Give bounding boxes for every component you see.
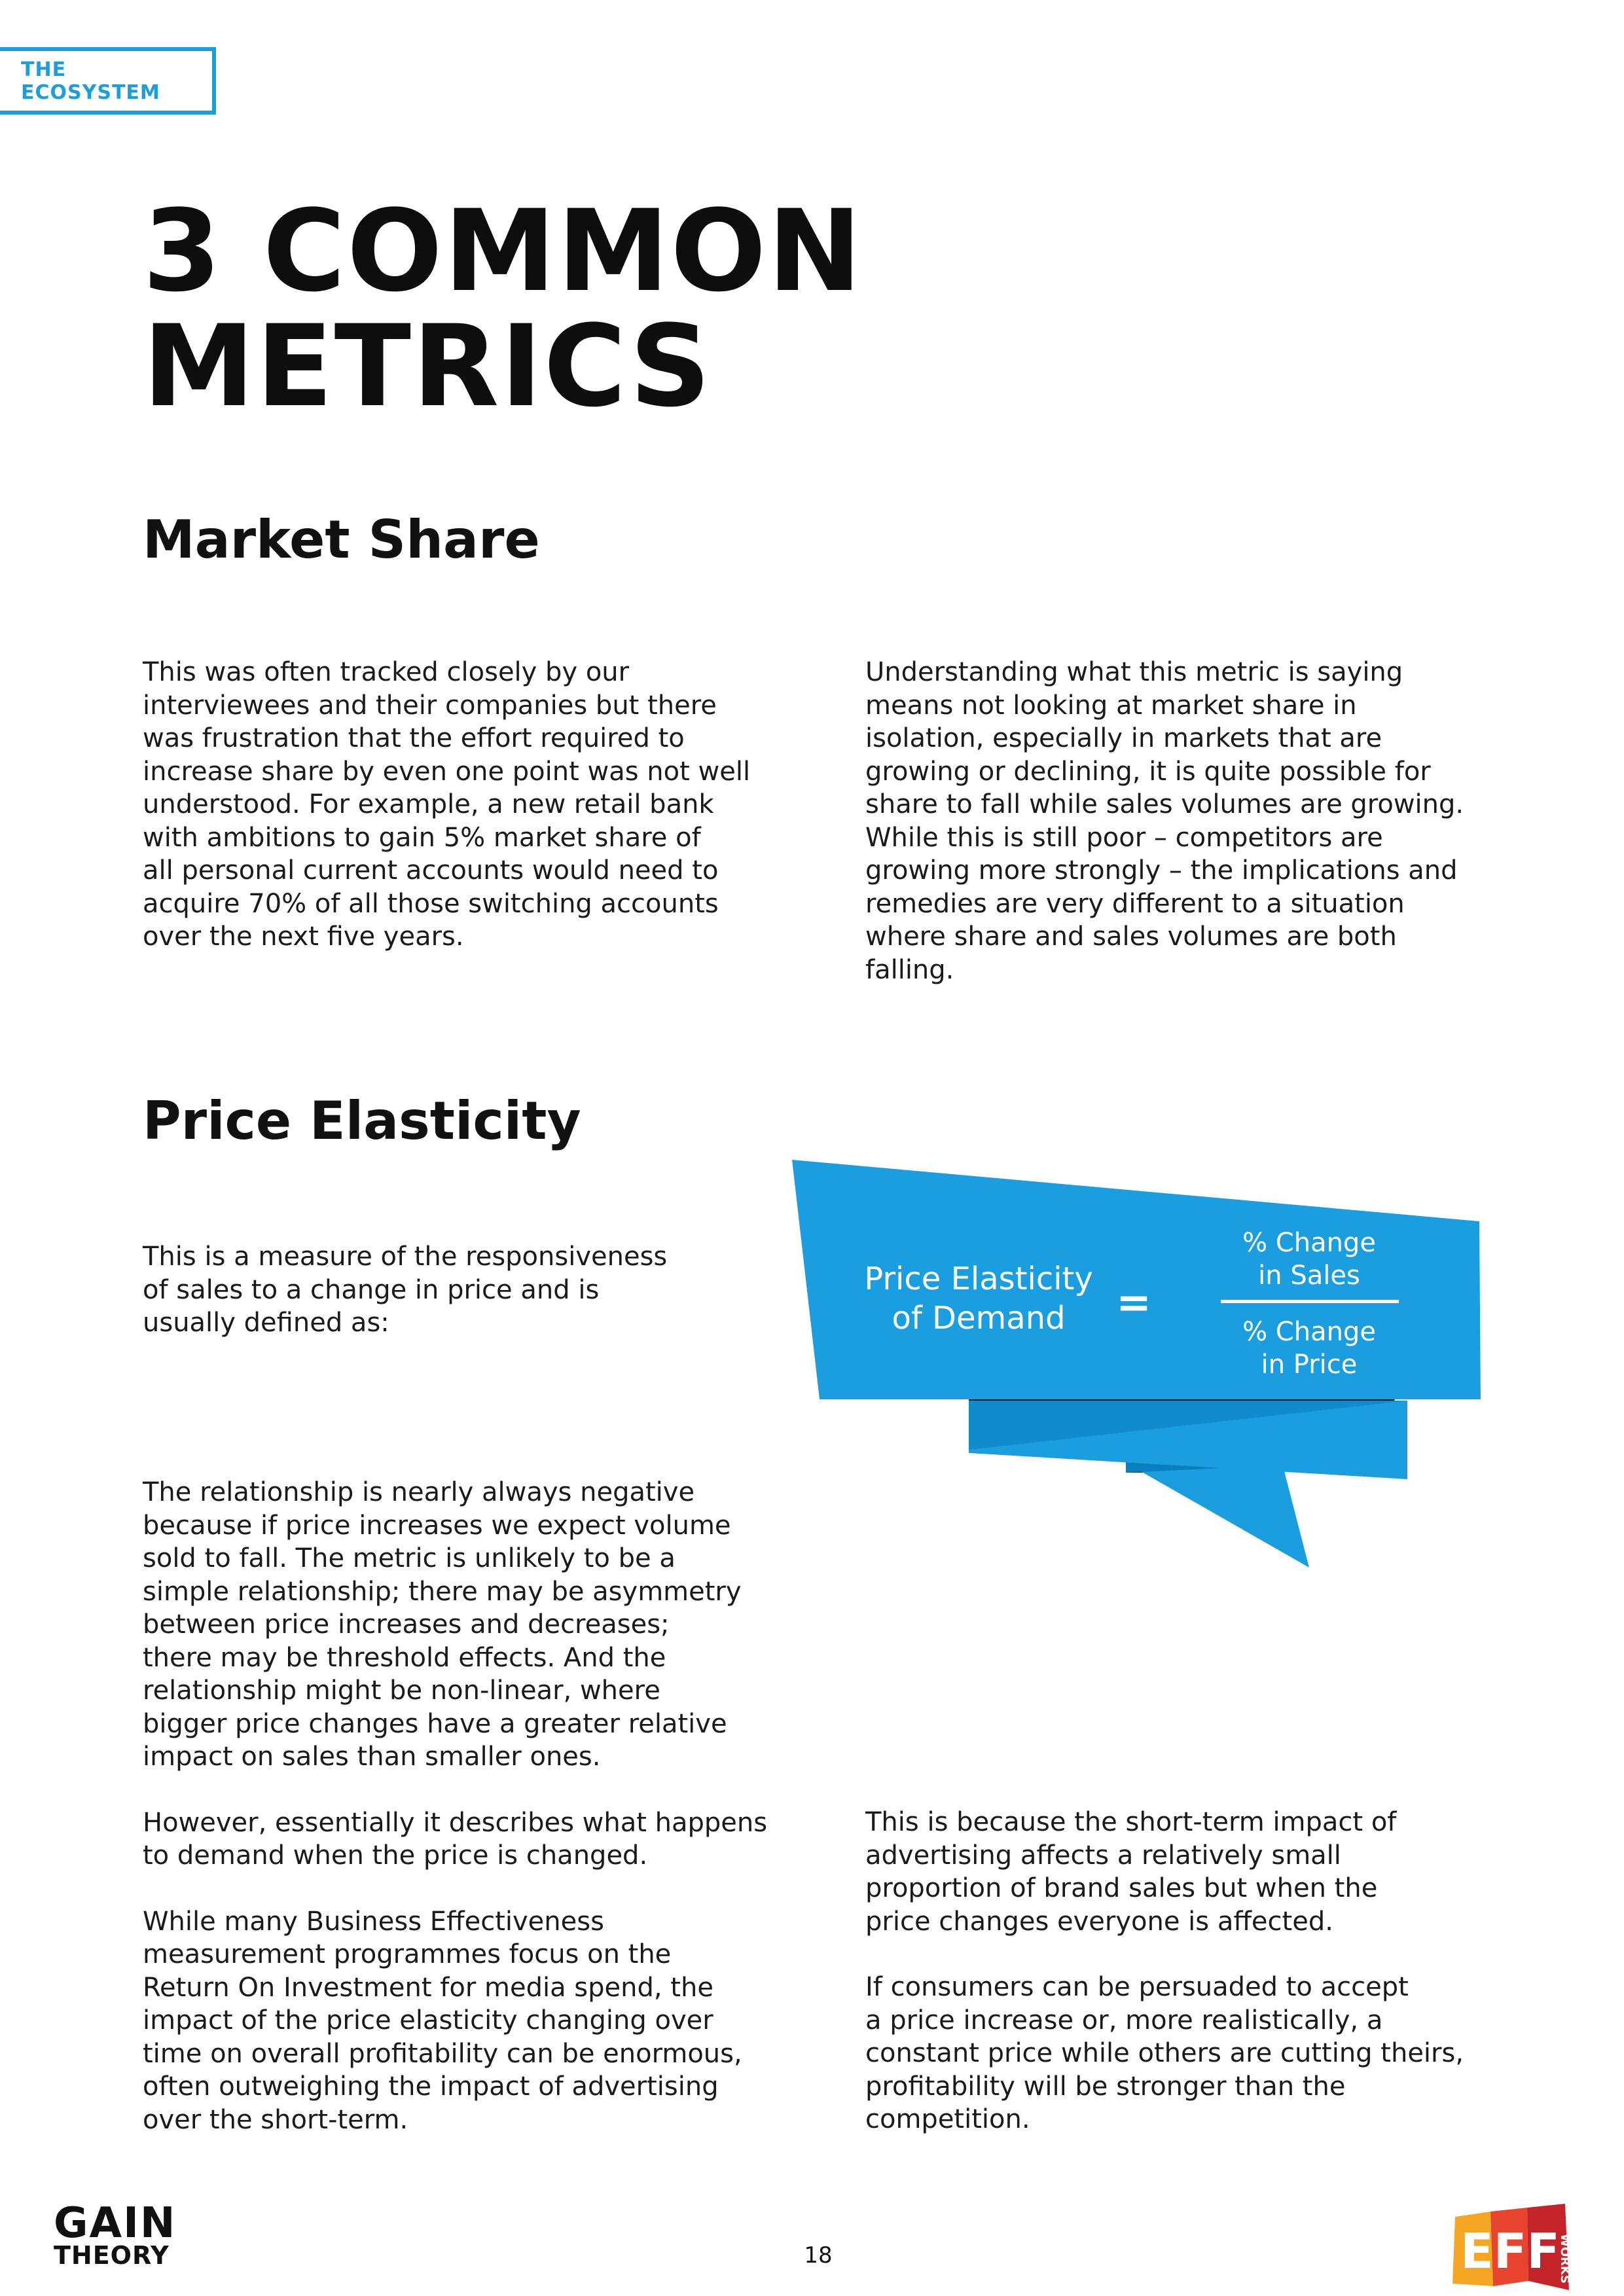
text-line: time on overall profitability can be enormous, (143, 2038, 742, 2069)
market-share-heading: Market Share (143, 509, 540, 570)
text-line: over the next five years. (143, 922, 464, 952)
text-line: falling. (865, 954, 954, 985)
text-line: advertising affects a relatively small (865, 1840, 1341, 1871)
text-line: relationship might be non-linear, where (143, 1676, 660, 1706)
text-line: While many Business Effectiveness (143, 1906, 604, 1937)
eff-letters: EFF (1460, 2223, 1560, 2280)
text-line: However, essentially it describes what happens (143, 1807, 768, 1838)
text-line: Return On Investment for media spend, the (143, 1972, 713, 2003)
text-line: all personal current accounts would need to (143, 855, 719, 886)
text-line: increase share by even one point was not well (143, 756, 751, 787)
text-line: a price increase or, more realistically, a (865, 2005, 1383, 2036)
text-line: impact of the price elasticity changing over (143, 2005, 713, 2036)
text-line: This was often tracked closely by our (143, 657, 630, 687)
formula-lhs-line2: of Demand (892, 1300, 1066, 1336)
eff-works-text: WORKS (1558, 2234, 1572, 2284)
text-line: bigger price changes have a greater relative (143, 1708, 727, 1739)
page-title (143, 185, 994, 432)
formula-denominator-line2: in Price (1261, 1350, 1358, 1380)
page-title-line2: METRICS (143, 300, 712, 432)
text-line: share to fall while sales volumes are growing. (865, 789, 1464, 819)
text-line: This is a measure of the responsiveness (143, 1242, 668, 1272)
banner-tail (1126, 1458, 1309, 1568)
text-line: profitability will be stronger than the (865, 2071, 1346, 2102)
text-line: there may be threshold effects. And the (143, 1642, 666, 1673)
price-elasticity-heading: Price Elasticity (143, 1090, 581, 1151)
text-line: with ambitions to gain 5% market share of (143, 822, 701, 853)
text-line: to demand when the price is changed. (143, 1840, 648, 1871)
text-line: means not looking at market share in (865, 690, 1357, 721)
text-line: sold to fall. The metric is unlikely to be a (143, 1543, 676, 1573)
gain-theory-logo (54, 2199, 185, 2276)
page-title-line1: 3 COMMON (143, 185, 863, 317)
text-line: The relationship is nearly always negative (143, 1477, 695, 1507)
text-line: between price increases and decreases; (143, 1609, 670, 1640)
text-line: often outweighing the impact of advertising (143, 2072, 719, 2102)
text-line: usually defined as: (143, 1308, 389, 1338)
formula-numerator-line2: in Sales (1258, 1261, 1360, 1291)
text-line: remedies are very different to a situation (865, 888, 1405, 919)
text-line: measurement programmes focus on the (143, 1939, 672, 1969)
formula-lhs-line1: Price Elasticity (864, 1261, 1093, 1297)
text-line: impact on sales than smaller ones. (143, 1742, 601, 1772)
price-elasticity-intro (143, 1240, 732, 1340)
text-line: competition. (865, 2104, 1030, 2134)
eff-works-logo (1450, 2202, 1581, 2294)
logo-word-theory: THEORY (54, 2241, 170, 2270)
market-share-right-text (865, 656, 1507, 986)
text-line: interviewees and their companies but there (143, 690, 717, 721)
text-line: growing more strongly – the implications and (865, 855, 1458, 886)
section-tag: THE ECOSYSTEM (0, 47, 216, 115)
text-line: because if price increases we expect volume (143, 1510, 731, 1541)
page-number: 18 (804, 2242, 833, 2269)
text-line: acquire 70% of all those switching accounts (143, 888, 719, 919)
text-line: This is because the short-term impact of (865, 1807, 1397, 1837)
formula-banner (785, 1152, 1492, 1584)
text-line: of sales to a change in price and is (143, 1274, 600, 1305)
text-line: over the short-term. (143, 2104, 408, 2135)
price-elasticity-left-text (143, 1476, 768, 2136)
logo-word-gain: GAIN (54, 2199, 177, 2248)
formula-fraction-bar (1221, 1300, 1399, 1303)
text-line: proportion of brand sales but when the (865, 1873, 1378, 1903)
text-line: While this is still poor – competitors are (865, 822, 1383, 853)
text-line: growing or declining, it is quite possible for (865, 756, 1431, 787)
text-line: understood. For example, a new retail bank (143, 789, 714, 819)
text-line: where share and sales volumes are both (865, 922, 1397, 952)
text-line: was frustration that the effort required to (143, 723, 685, 753)
text-line: simple relationship; there may be asymmetry (143, 1576, 742, 1607)
text-line: If consumers can be persuaded to accept (865, 1972, 1409, 2002)
text-line: Understanding what this metric is saying (865, 657, 1403, 687)
text-line: isolation, especially in markets that are (865, 723, 1382, 753)
formula-denominator-line1: % Change (1242, 1317, 1376, 1347)
formula-equals: = (1116, 1279, 1151, 1327)
text-line: price changes everyone is affected. (865, 1906, 1333, 1937)
formula-numerator-line1: % Change (1242, 1228, 1376, 1258)
market-share-left-text (143, 656, 765, 954)
price-elasticity-right-text (865, 1806, 1507, 2136)
text-line: constant price while others are cutting theirs, (865, 2038, 1464, 2068)
